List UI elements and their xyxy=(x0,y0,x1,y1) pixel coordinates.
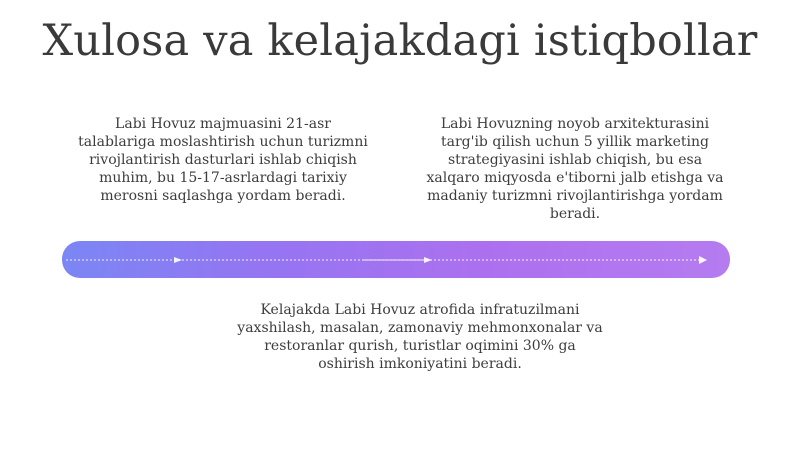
timeline-bar xyxy=(62,241,730,278)
point-text-2: Labi Hovuzning noyob arxitekturasini targ'ib qilish uchun 5 yillik marketing strategiyasini ishlab chiqish, bu esa xalqaro miqyosda e'tiborni jalb etishga va madaniy turizmni rivojlantirishga yordam beradi. xyxy=(426,116,724,222)
point-text-3: Kelajakda Labi Hovuz atrofida infratuzilmani yaxshilash, masalan, zamonaviy mehmonxonalar va restoranlar qurish, turistlar oqimini 30% ga oshirish imkoniyatini beradi. xyxy=(237,302,603,372)
arrow-marker-3 xyxy=(699,256,707,264)
point-text-1: Labi Hovuz majmuasini 21-asr talablariga moslashtirish uchun turizmni rivojlantirish dasturlari ishlab chiqish muhim, bu 15-17-asrlardagi tarixiy merosni saqlashga yordam beradi. xyxy=(78,116,368,204)
timeline-arrow-line xyxy=(62,241,730,278)
arrow-marker-1 xyxy=(174,257,182,263)
slide-title: Xulosa va kelajakdagi istiqbollar xyxy=(42,16,758,66)
arrow-marker-2 xyxy=(424,257,432,263)
